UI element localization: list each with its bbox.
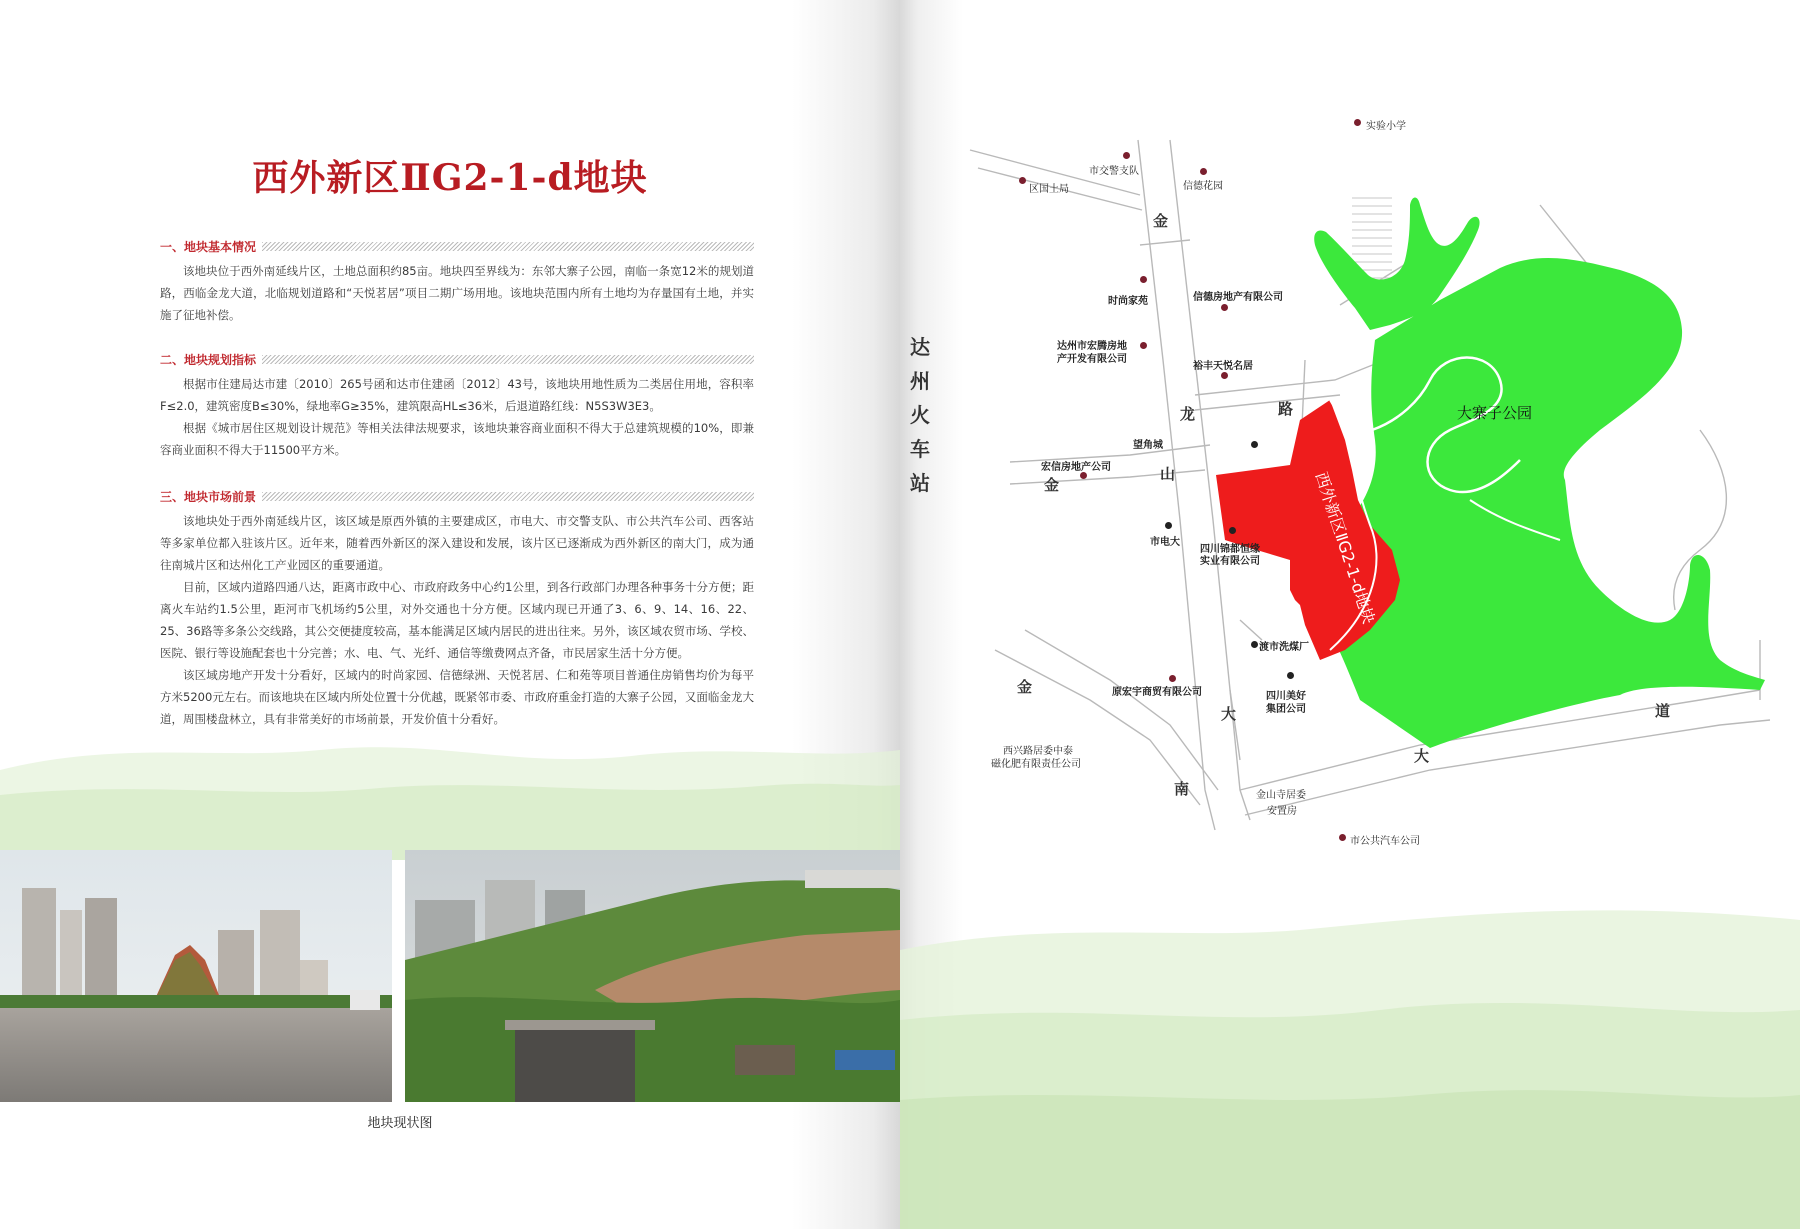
place-label: 渡市洗煤厂: [1259, 642, 1309, 653]
train-station-label: 达州火车站: [910, 335, 930, 495]
place-label: 市电大: [1150, 537, 1180, 548]
road-label-jinnan-3: 南: [1174, 780, 1190, 798]
place-label: 金山寺居委: [1256, 790, 1306, 801]
place-marker: [1221, 304, 1228, 311]
place-label: 市交警支队: [1089, 166, 1139, 177]
place-marker: [1287, 672, 1294, 679]
road-label-jinlong-3: 路: [1278, 400, 1294, 418]
section-heading: 三、地块市场前景: [160, 489, 257, 504]
place-label: 集团公司: [1266, 704, 1306, 715]
place-label: 实验小学: [1366, 121, 1406, 132]
place-marker: [1221, 372, 1228, 379]
place-label: 实业有限公司: [1200, 556, 1260, 567]
section-heading: 二、地块规划指标: [160, 352, 257, 367]
place-marker: [1169, 675, 1176, 682]
road-label-avenue-2: 道: [1655, 702, 1671, 720]
road-label-avenue-1: 大: [1414, 747, 1430, 765]
place-label: 市公共汽车公司: [1350, 836, 1420, 847]
place-marker: [1251, 441, 1258, 448]
place-marker: [1229, 527, 1236, 534]
paragraph: 根据《城市居住区规划设计规范》等相关法律法规要求，该地块兼容商业面积不得大于总建筑规模的10%，即兼容商业面积不得大于11500平方米。: [160, 421, 754, 457]
paragraph: 目前，区域内道路四通八达，距离市政中心、市政府政务中心约1公里，到各行政部门办理各种事务十分方便；距离火车站约1.5公里，距河市飞机场约5公里，对外交通也十分方便。区域内现已开通了3、6、9、14、16、22、25、36路等多条公交线路，其公交便捷度较高，基本能满足区域内居民的进出往来。另外，该区域农贸市场、学校、医院、银行等设施配套也十分完善；水、电、气、光纤、通信等缴费网点齐备，市民居家生活十分方便。: [160, 580, 754, 660]
place-label: 望角城: [1133, 440, 1163, 451]
place-label: 四川美好: [1266, 691, 1306, 702]
park-area: [1306, 198, 1765, 749]
paragraph: 根据市住建局达市建〔2010〕265号函和达市住建函〔2012〕43号，该地块用地性质为二类居住用地，容积率F≤2.0，建筑密度B≤30%，绿地率G≥35%，建筑限高HL≤36米，后退道路红线：N5S3W3E3。: [160, 377, 754, 413]
paragraph: 该区域房地产开发十分看好，区域内的时尚家园、信德绿洲、天悦茗居、仁和苑等项目普通住房销售均价为每平方米5200元左右。而该地块在区域内所处位置十分优越，既紧邻市委、市政府重金打造的大寨子公园，又面临金龙大道，周围楼盘林立，具有非常美好的市场前景，开发价值十分看好。: [160, 668, 754, 726]
park-label: 大寨子公园: [1457, 404, 1533, 422]
place-label: 磁化肥有限责任公司: [991, 759, 1081, 770]
place-marker: [1354, 119, 1361, 126]
road-label-jinshan-1: 山: [1160, 465, 1176, 483]
place-marker: [1165, 522, 1172, 529]
section-heading: 一、地块基本情况: [160, 239, 257, 254]
page-title: 西外新区ⅡG2-1-d地块: [252, 157, 648, 199]
place-label: 产开发有限公司: [1057, 354, 1127, 365]
place-marker: [1019, 177, 1026, 184]
place-marker: [1140, 342, 1147, 349]
place-marker: [1200, 168, 1207, 175]
place-label: 达州市宏腾房地: [1057, 341, 1127, 352]
place-label: 时尚家苑: [1108, 296, 1148, 307]
road-label-jinnan-2: 大: [1221, 705, 1237, 723]
place-label: 原宏宇商贸有限公司: [1112, 687, 1202, 698]
place-label: 宏信房地产公司: [1041, 462, 1111, 473]
place-label: 信德花园: [1183, 181, 1223, 192]
road-label-jinlong-2: 龙: [1180, 405, 1196, 423]
place-label: 区国土局: [1029, 184, 1069, 195]
place-marker: [1339, 834, 1346, 841]
road-label-jinnan-1: 金: [1017, 678, 1033, 696]
place-label: 安置房: [1267, 806, 1297, 817]
road-label-jinlong-1: 金: [1153, 212, 1169, 230]
place-marker: [1140, 276, 1147, 283]
place-marker: [1123, 152, 1130, 159]
photo-caption: 地块现状图: [367, 1116, 433, 1131]
place-label: 信德房地产有限公司: [1193, 292, 1283, 303]
place-label: 裕丰天悦名居: [1193, 361, 1253, 372]
paragraph: 该地块位于西外南延线片区，土地总面积约85亩。地块四至界线为：东邻大寨子公园，南临一条宽12米的规划道路，西临金龙大道，北临规划道路和“天悦茗居”项目二期广场用地。该地块范围内所有土地均为存量国有土地，并实施了征地补偿。: [160, 264, 754, 322]
place-label: 四川锦都恒缘: [1200, 544, 1260, 555]
plot-label: 西外新区ⅡG2-1-d地块: [1311, 469, 1379, 627]
place-label: 西兴路居委中泰: [1003, 746, 1073, 757]
place-marker: [1251, 641, 1258, 648]
place-marker: [1080, 472, 1087, 479]
road-label-jinshan-2: 金: [1044, 476, 1060, 494]
paragraph: 该地块处于西外南延线片区，该区域是原西外镇的主要建成区，市电大、市交警支队、市公共汽车公司、西客站等多家单位都入驻该片区。近年来，随着西外新区的深入建设和发展，该片区已逐渐成为西外新区的南大门，成为通往南城片区和达州化工产业园区的重要通道。: [160, 514, 754, 572]
